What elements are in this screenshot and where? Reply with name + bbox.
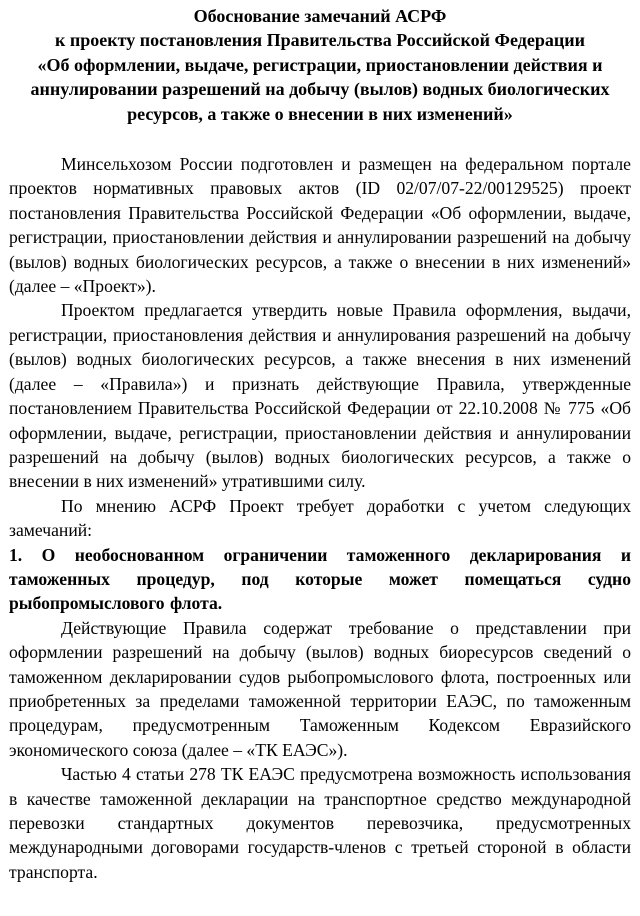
title-line: Обоснование замечаний АСРФ [193,6,447,26]
paragraph-opinion: По мнению АСРФ Проект требует доработки с учетом следующих замечаний: [9,495,631,541]
section-heading: 1. О необоснованном ограничении таможенного декларирования и таможенных процедур, под которые может помещаться судно рыбопромыслового флота. [9,544,631,614]
title-line: «Об оформлении, выдаче, регистрации, приостановлении действия и [37,54,603,75]
document-body [9,152,631,884]
paragraph-proposal: Проектом предлагается утвердить новые Правила оформления, выдачи, регистрации, приостановления действия и аннулирования разрешений на добычу (вылов) водных биологических ресурсов, а также внесения в них изменений (далее – «Правила») и признать действующие Правила, утвержденные постановлением Правительства Российской Федерации от 22.10.2008 № 775 «Об оформлении, выдаче, регистрации, приостановлении действия и аннулировании разрешений на добычу (вылов) водных биологических ресурсов, а также о внесении в них изменений» утратившими силу. [9,300,631,492]
section-paragraph: Действующие Правила содержат требование о представлении при оформлении разрешений на добычу (вылов) водных биоресурсов сведений о таможенном декларировании судов рыбопромыслового флота, построенных или приобретенных за пределами таможенной территории ЕАЭС, по таможенным процедурам, предусмотренным Таможенным Кодексом Евразийского экономического союза (далее – «ТК ЕАЭС»). [9,617,631,760]
document-title [9,4,631,126]
title-line: ресурсов, а также о внесении в них изменений» [127,103,513,124]
title-line: аннулировании разрешений на добычу (вылов) водных биологических [30,79,610,100]
paragraph-intro: Минсельхозом России подготовлен и размещен на федеральном портале проектов нормативных правовых актов (ID 02/07/07-22/00129525) проект постановления Правительства Российской Федерации «Об оформлении, выдаче, регистрации, приостановлении действия и аннулировании разрешений на добычу (вылов) водных биологических ресурсов, а также о внесении в них изменений» (далее – «Проект»). [9,154,631,297]
section-paragraph: Частью 4 статьи 278 ТК ЕАЭС предусмотрена возможность использования в качестве таможенной декларации на транспортное средство международной перевозки стандартных документов перевозчика, предусмотренных международными договорами государств-членов с третьей стороной в области транспорта. [9,764,631,882]
title-line: к проекту постановления Правительства Российской Федерации [55,30,585,51]
